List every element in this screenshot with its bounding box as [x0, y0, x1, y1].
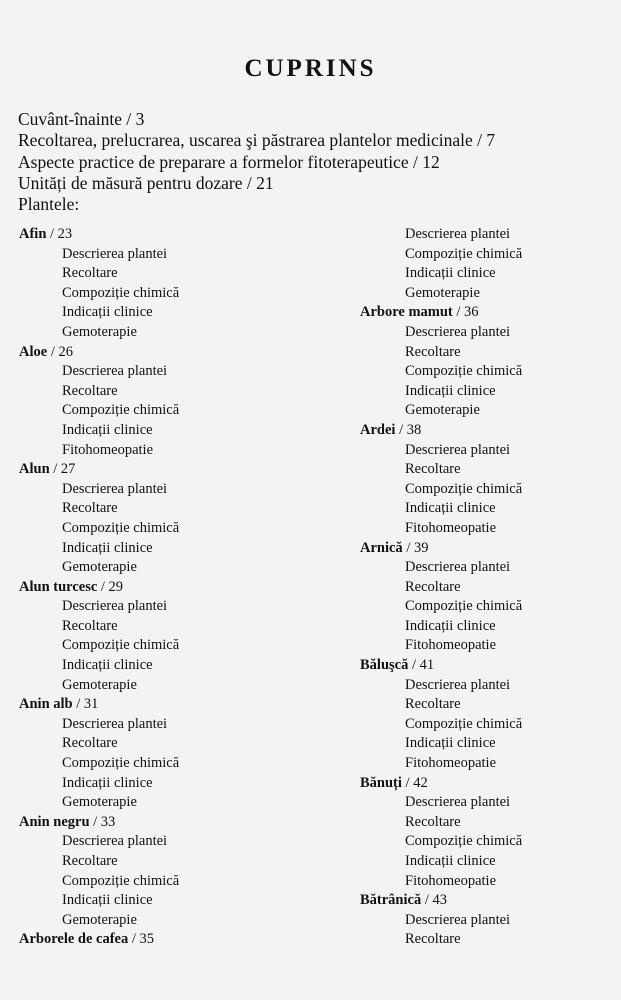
- toc-subentry: Descrierea plantei: [62, 480, 168, 497]
- toc-subentry: Indicații clinice: [405, 500, 496, 517]
- toc-plant-entry: [19, 813, 319, 833]
- toc-plant-entry: [360, 891, 621, 911]
- toc-subentry: Gemoterapie: [405, 402, 480, 419]
- toc-subentry: Descrierea plantei: [405, 323, 511, 340]
- toc-plant-entry: [19, 225, 319, 245]
- plant-name: Alun: [19, 461, 50, 478]
- plant-name: Ardei: [360, 421, 396, 438]
- plant-name: Arnică: [360, 539, 403, 556]
- toc-subentry: Recoltare: [62, 735, 118, 752]
- plant-page-number: / 31: [72, 696, 99, 713]
- plant-page-number: / 35: [128, 931, 155, 948]
- toc-subentry: Compoziție chimică: [405, 480, 523, 497]
- toc-plant-entry: [360, 303, 621, 323]
- toc-subentry: Descrierea plantei: [405, 559, 511, 576]
- toc-subentry: Descrierea plantei: [405, 794, 511, 811]
- plant-page-number: / 41: [408, 657, 435, 674]
- toc-plant-entry: [19, 695, 319, 715]
- toc-subentry: Indicații clinice: [405, 735, 496, 752]
- toc-subentry: Gemoterapie: [62, 794, 137, 811]
- toc-subentry: Descrierea plantei: [62, 715, 168, 732]
- toc-subentry: Indicații clinice: [62, 304, 153, 321]
- plant-page-number: / 43: [421, 892, 447, 909]
- toc-subentry: Recoltare: [62, 500, 118, 517]
- toc-subentry: Descrierea plantei: [62, 245, 168, 262]
- toc-subentry: Gemoterapie: [62, 323, 137, 340]
- page-title: CUPRINS: [244, 55, 377, 82]
- toc-subentry: Recoltare: [62, 853, 118, 869]
- toc-subentry: Compoziție chimică: [62, 637, 180, 654]
- toc-plant-entry: [360, 539, 621, 559]
- toc-subentry: Fitohomeopatie: [405, 637, 497, 654]
- toc-subentry: Indicații clinice: [62, 892, 153, 909]
- intro-line: Unități de măsură pentru dozare / 21: [18, 172, 274, 193]
- intro-line: Cuvânt-înainte / 3: [18, 109, 145, 129]
- toc-subentry: Fitohomeopatie: [62, 441, 154, 458]
- toc-subentry: Recoltare: [405, 578, 461, 595]
- toc-subentry: Compoziție chimică: [62, 872, 180, 889]
- plant-page-number: / 27: [49, 461, 76, 478]
- toc-subentry: Recoltare: [405, 931, 461, 948]
- plant-page-number: / 36: [452, 304, 479, 321]
- toc-subentry: Fitohomeopatie: [405, 755, 497, 772]
- toc-subentry: Recoltare: [62, 382, 118, 399]
- plant-name: Afin: [19, 226, 47, 242]
- plant-page-number: / 42: [401, 774, 428, 791]
- toc-subentry: Recoltare: [62, 617, 118, 634]
- toc-plant-entry: [19, 930, 319, 950]
- plant-page-number: / 26: [47, 343, 73, 360]
- toc-subentry: Recoltare: [62, 265, 118, 282]
- toc-subentry: Compoziție chimică: [405, 833, 523, 850]
- toc-subentry: Descrierea plantei: [405, 911, 511, 928]
- toc-subentry: Descrierea plantei: [405, 676, 511, 693]
- plant-name: Anin alb: [19, 696, 73, 713]
- toc-plant-entry: [360, 774, 621, 794]
- toc-subentry: Descrierea plantei: [62, 833, 168, 850]
- toc-plant-entry: [19, 460, 319, 480]
- toc-subentry: Indicații clinice: [62, 774, 153, 791]
- plant-name: Bănuți: [360, 774, 402, 791]
- toc-subentry: Indicații clinice: [405, 853, 496, 869]
- toc-subentry: Indicații clinice: [62, 539, 153, 556]
- toc-subentry: Recoltare: [405, 461, 461, 478]
- plant-name: Aloe: [19, 343, 48, 360]
- toc-subentry: Recoltare: [405, 343, 461, 360]
- plant-name: Anin negru: [19, 813, 90, 830]
- intro-line: Plantele:: [18, 194, 80, 215]
- toc-subentry: Descrierea plantei: [62, 363, 168, 380]
- toc-right-column: [360, 225, 621, 950]
- toc-plant-entry: [360, 421, 621, 441]
- toc-subentry: Compoziție chimică: [405, 715, 523, 732]
- plant-page-number: / 23: [46, 226, 73, 242]
- plant-name: Arborele de cafea: [19, 931, 129, 948]
- intro-line: Aspecte practice de preparare a formelor fitoterapeutice / 12: [18, 151, 440, 172]
- toc-subentry: Gemoterapie: [62, 911, 137, 928]
- toc-subentry: Indicații clinice: [62, 421, 153, 438]
- plant-page-number: / 38: [395, 421, 422, 438]
- intro-section: [18, 109, 618, 215]
- toc-subentry: Compoziție chimică: [405, 363, 523, 380]
- plant-name: Bătrânică: [360, 892, 422, 909]
- toc-subentry: Indicații clinice: [405, 265, 496, 282]
- toc-subentry: Indicații clinice: [62, 657, 153, 674]
- toc-subentry: Gemoterapie: [62, 676, 137, 693]
- toc-subentry: Compoziție chimică: [405, 598, 523, 615]
- intro-line: Recoltarea, prelucrarea, uscarea şi păstrarea plantelor medicinale / 7: [18, 130, 496, 151]
- toc-subentry: Descrierea plantei: [405, 226, 511, 242]
- toc-subentry: Compoziție chimică: [62, 284, 180, 301]
- toc-plant-entry: [19, 578, 319, 598]
- toc-subentry: Compoziție chimică: [62, 402, 180, 419]
- toc-subentry: Indicații clinice: [405, 382, 496, 399]
- toc-plant-entry: [360, 656, 621, 676]
- plant-name: Alun turcesc: [19, 578, 98, 595]
- toc-subentry: Recoltare: [405, 696, 461, 713]
- toc-subentry: Gemoterapie: [405, 284, 480, 301]
- plant-name: Arbore mamut: [360, 304, 453, 321]
- toc-subentry: Compoziție chimică: [62, 519, 180, 536]
- plant-page-number: / 29: [97, 578, 124, 595]
- toc-left-column: [19, 225, 319, 950]
- toc-subentry: Compoziție chimică: [62, 755, 180, 772]
- plant-name: Băluşcă: [360, 657, 409, 674]
- toc-subentry: Fitohomeopatie: [405, 872, 497, 889]
- toc-subentry: Fitohomeopatie: [405, 519, 497, 536]
- toc-subentry: Descrierea plantei: [62, 598, 168, 615]
- toc-subentry: Gemoterapie: [62, 559, 137, 576]
- toc-subentry: Indicații clinice: [405, 617, 496, 634]
- plant-page-number: / 39: [402, 539, 429, 556]
- toc-subentry: Recoltare: [405, 813, 461, 830]
- plant-page-number: / 33: [89, 813, 116, 830]
- toc-subentry: Descrierea plantei: [405, 441, 511, 458]
- toc-plant-entry: [19, 343, 319, 363]
- toc-subentry: Compoziție chimică: [405, 245, 523, 262]
